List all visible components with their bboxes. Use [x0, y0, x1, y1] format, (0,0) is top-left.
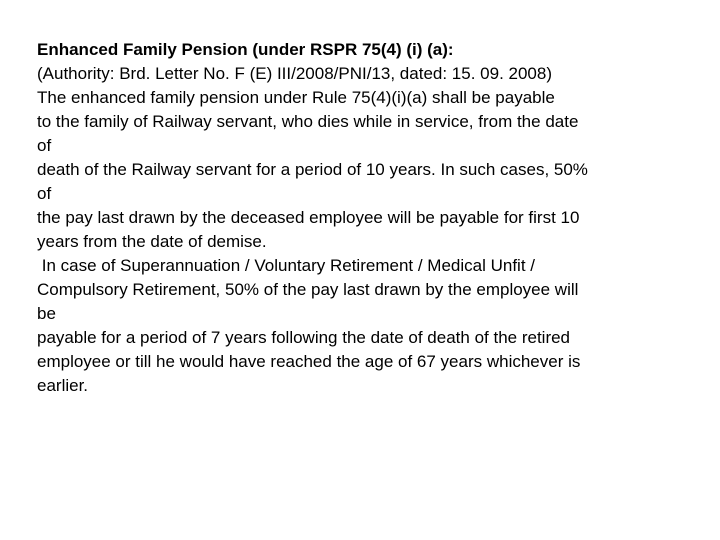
body-text-line: payable for a period of 7 years following the date of death of the retired [37, 328, 571, 347]
body-text-line: be [37, 304, 56, 323]
body-text-line: to the family of Railway servant, who dies while in service, from the date [37, 112, 579, 131]
body-text-line: Compulsory Retirement, 50% of the pay last drawn by the employee will [37, 280, 579, 299]
pension-text-block [37, 38, 707, 398]
document-heading: Enhanced Family Pension (under RSPR 75(4) (i) (a): [37, 40, 454, 59]
authority-line: (Authority: Brd. Letter No. F (E) III/2008/PNI/13, dated: 15. 09. 2008) [37, 64, 552, 83]
body-text-line: earlier. [37, 376, 89, 395]
body-text-line: of [37, 184, 52, 203]
body-text-line: the pay last drawn by the deceased employee will be payable for first 10 [37, 208, 580, 227]
body-text-line: employee or till he would have reached the age of 67 years whichever is [37, 352, 581, 371]
body-text-line: The enhanced family pension under Rule 75(4)(i)(a) shall be payable [37, 88, 555, 107]
body-text-line: years from the date of demise. [37, 232, 267, 251]
body-text-line: In case of Superannuation / Voluntary Retirement / Medical Unfit / [37, 256, 535, 275]
body-text-line: death of the Railway servant for a period of 10 years. In such cases, 50% [37, 160, 588, 179]
body-text-line: of [37, 136, 52, 155]
